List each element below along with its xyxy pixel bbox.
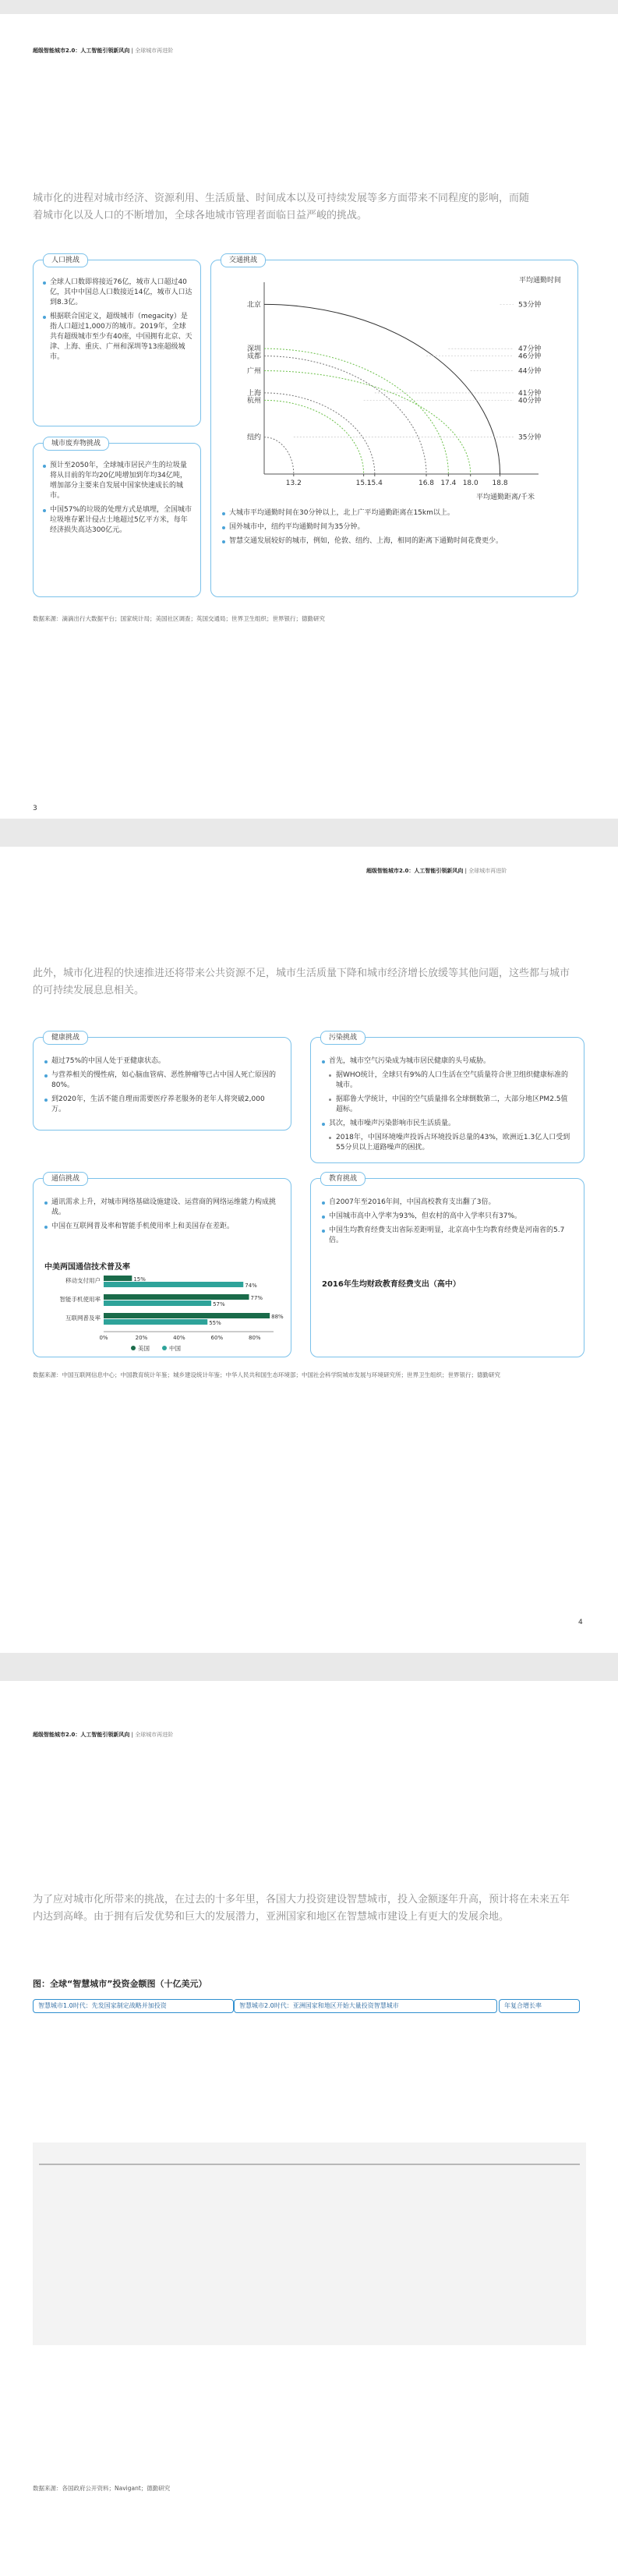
bullet: 根据联合国定义，超级城市（megacity）是指人口超过1,000万的城市。2019年，全球共有超级城市至少有40座，中国拥有北京、天津、上海、重庆、广州和深圳等13座超级城市。 [43, 312, 192, 363]
population-bullets [43, 278, 192, 366]
bullet: 首先，城市空气污染成为城市居民健康的头号威胁。 [322, 1056, 574, 1067]
box-title: 通信挑战 [43, 1172, 88, 1186]
era-banner-1: 智慧城市1.0时代：先发国家制定战略并加投资 [33, 1999, 234, 2013]
traffic-challenge-box [210, 257, 578, 597]
row-label: 移动支付用户 [65, 1277, 101, 1284]
box-title: 污染挑战 [320, 1031, 366, 1045]
pollution-challenge-box [310, 1034, 584, 1163]
x-tick-label: 60% [210, 1335, 224, 1341]
comm-chart [40, 1271, 286, 1353]
page-header: 超级智能城市2.0：人工智能引领新风向 | 全球城市再进阶 [33, 1732, 174, 1738]
pollution-bullets [322, 1056, 574, 1157]
data-label: 15% [133, 1276, 146, 1283]
x-axis-title: 平均通勤距离/千米 [476, 494, 535, 501]
education-challenge-box [310, 1175, 584, 1357]
commute-curve [264, 356, 426, 474]
city-label: 上海 [246, 389, 261, 398]
box-title: 教育挑战 [320, 1172, 366, 1186]
commute-time-label: 46分钟 [518, 352, 542, 361]
page-4 [0, 847, 618, 1653]
bullet: 超过75%的中国人处于亚健康状态。 [44, 1056, 278, 1067]
intro-text: 城市化的进程对城市经济、资源利用、生活质量、时间成本以及可持续发展等多方面带来不同程度的影响，而随着城市化以及人口的不断增加，全球各地城市管理者面临日益严峻的挑战。 [33, 193, 530, 221]
x-tick-label: 80% [248, 1335, 261, 1341]
bullet: 到2020年，生活不能自理而需要医疗养老服务的老年人将突破2,000万。 [44, 1095, 278, 1115]
sub-bullet: 据WHO统计，全球只有9%的人口生活在空气质量符合世卫组织健康标准的城市。 [322, 1070, 574, 1091]
legend-label: 美国 [138, 1345, 150, 1352]
bullet: 全球人口数即将接近76亿，城市人口超过40亿，其中中国总人口数接近14亿，城市人口达到8.3亿。 [43, 278, 192, 308]
source-note: 数据来源：中国互联网信息中心；中国教育统计年鉴；城乡建设统计年鉴；中华人民共和国生态环境部；中国社会科学院城市发展与环境研究所；世界卫生组织；世界银行；德勤研究 [33, 1371, 500, 1378]
communication-challenge-box [33, 1175, 291, 1357]
x-tick-label: 18.0 [462, 479, 479, 487]
commute-chart [211, 271, 577, 504]
timeline-panel [33, 2143, 586, 2345]
x-tick-label: 20% [135, 1335, 148, 1341]
population-challenge-box [33, 257, 201, 426]
y-axis-title: 平均通勤时间 [519, 277, 562, 285]
source-note: 数据来源：滴滴出行大数据平台；国家统计局；美国社区调查；英国交通局；世界卫生组织；世界银行；德勤研究 [33, 615, 325, 622]
intro-text: 此外，城市化进程的快速推进还将带来公共资源不足，城市生活质量下降和城市经济增长放缓等其他问题，这些都与城市的可持续发展息息相关。 [33, 968, 570, 996]
investment-chart [33, 2016, 594, 2133]
bar-usa [104, 1276, 132, 1281]
x-tick-label: 13.2 [285, 479, 302, 487]
waste-challenge-box [33, 440, 201, 597]
bullet: 中国57%的垃圾的处理方式是填埋，全国城市垃圾堆存累计侵占土地超过5亿平方米，每年经济损失高达300亿元。 [43, 505, 192, 536]
chart-title: 图：全球“智慧城市”投资金额图（十亿美元） [33, 1979, 207, 1989]
bullet: 预计至2050年，全球城市居民产生的垃圾量将从目前的年均20亿吨增加到年均34亿吨，增加部分主要来自发展中国家快速成长的城市。 [43, 461, 192, 501]
page-5 [0, 1681, 618, 2576]
legend-swatch-china [162, 1346, 167, 1350]
commute-time-label: 53分钟 [518, 301, 542, 310]
education-chart [317, 1286, 579, 1355]
bullet: 通讯需求上升，对城市网络基础设施建设、运营商的网络运维能力构成挑战。 [44, 1198, 278, 1218]
bar-usa [104, 1313, 270, 1318]
intro-text: 为了应对城市化所带来的挑战，在过去的十多年里，各国大力投资建设智慧城市，投入金额逐年升高，预计将在未来五年内达到高峰。由于拥有后发优势和巨大的发展潜力，亚洲国家和地区在智慧城市建设上有更大的发展余地。 [33, 1894, 570, 1923]
row-label: 智能手机使用率 [59, 1296, 101, 1303]
bullet: 中国城市高中入学率为93%，但农村的高中入学率只有37%。 [322, 1212, 574, 1222]
x-tick-label: 18.8 [492, 479, 508, 487]
bar-china [104, 1282, 243, 1287]
data-label: 55% [209, 1320, 221, 1326]
commute-curve [264, 371, 471, 474]
page-3 [0, 14, 618, 819]
bullet: 大城市平均通勤时间在30分钟以上，北上广平均通勤距离在15km以上。 [222, 508, 565, 518]
city-label: 成都 [246, 352, 261, 361]
bar-usa [104, 1294, 249, 1300]
page-number: 3 [33, 805, 37, 812]
education-bullets [322, 1198, 574, 1250]
x-tick-label: 16.8 [418, 479, 435, 487]
commute-time-label: 47分钟 [518, 345, 542, 354]
data-label: 88% [271, 1314, 284, 1320]
page-header: 超级智能城市2.0：人工智能引领新风向 | 全球城市再进阶 [366, 868, 507, 874]
box-title: 健康挑战 [43, 1031, 88, 1045]
commute-curve [264, 349, 448, 474]
box-title: 交通挑战 [221, 253, 266, 267]
commute-curve [264, 437, 294, 474]
era-banner-2: 智慧城市2.0时代：亚洲国家和地区开始大量投资智慧城市 [234, 1999, 497, 2013]
sub-bullet: 据耶鲁大学统计，中国的空气质量排名全球倒数第二，大部分地区PM2.5值超标。 [322, 1095, 574, 1115]
bullet: 国外城市中，纽约平均通勤时间为35分钟。 [222, 522, 565, 533]
commute-time-label: 44分钟 [518, 367, 542, 376]
bullet: 与营养相关的慢性病，如心脑血管病、恶性肿瘤等已占中国人死亡原因的80%。 [44, 1070, 278, 1091]
bullet: 智慧交通发展较好的城市，例如，伦敦、纽约、上海，相同的距离下通勤时间花费更少。 [222, 536, 565, 547]
education-chart-title: 2016年生均财政教育经费支出（高中） [322, 1280, 461, 1289]
data-label: 77% [250, 1295, 263, 1301]
x-tick-label: 0% [99, 1335, 108, 1341]
source-note: 数据来源：各国政府公开资料；Navigant；德勤研究 [33, 2485, 171, 2492]
comm-chart-title: 中美两国通信技术普及率 [44, 1263, 130, 1272]
cagr-banner: 年复合增长率 [499, 1999, 580, 2013]
sub-bullet: 2018年，中国环境噪声投诉占环境投诉总量的43%，欧洲近1.3亿人口受到55分贝以上道路噪声的困扰。 [322, 1133, 574, 1153]
timeline-axis [33, 2149, 586, 2180]
bar-china [104, 1300, 211, 1306]
comm-bullets [44, 1198, 278, 1236]
traffic-bullets [222, 508, 565, 550]
bullet: 中国在互联网普及率和智能手机使用率上和美国存在差距。 [44, 1222, 278, 1232]
city-label: 纽约 [246, 433, 261, 442]
city-label: 北京 [246, 301, 261, 310]
legend-swatch-usa [131, 1346, 136, 1350]
waste-bullets [43, 461, 192, 540]
data-label: 74% [245, 1283, 257, 1289]
bar-china [104, 1319, 207, 1325]
city-label: 广州 [246, 367, 261, 376]
health-challenge-box [33, 1034, 291, 1131]
x-tick-label: 17.4 [440, 479, 457, 487]
city-label: 深圳 [246, 345, 261, 354]
bullet: 其次，城市噪声污染影响市民生活质量。 [322, 1119, 574, 1129]
bullet: 中国生均教育经费支出省际差距明显，北京高中生均教育经费是河南省的5.7倍。 [322, 1226, 574, 1246]
data-label: 57% [213, 1301, 225, 1307]
commute-time-label: 35分钟 [518, 433, 542, 442]
box-title: 城市废弃物挑战 [43, 437, 109, 451]
legend-label: 中国 [169, 1345, 181, 1352]
commute-time-label: 40分钟 [518, 397, 542, 405]
commute-curve [264, 393, 375, 474]
x-tick-label: 40% [173, 1335, 185, 1341]
bullet: 自2007年至2016年间，中国高校教育支出翻了3倍。 [322, 1198, 574, 1208]
page-number: 4 [578, 1619, 583, 1626]
row-label: 互联网普及率 [65, 1315, 101, 1322]
x-tick-label: 15.4 [366, 479, 383, 487]
health-bullets [44, 1056, 278, 1119]
city-label: 杭州 [246, 397, 261, 405]
box-title: 人口挑战 [43, 253, 88, 267]
commute-time-label: 41分钟 [518, 389, 542, 398]
x-tick-label: 15.1 [355, 479, 372, 487]
page-header: 超级智能城市2.0：人工智能引领新风向 | 全球城市再进阶 [33, 48, 174, 54]
